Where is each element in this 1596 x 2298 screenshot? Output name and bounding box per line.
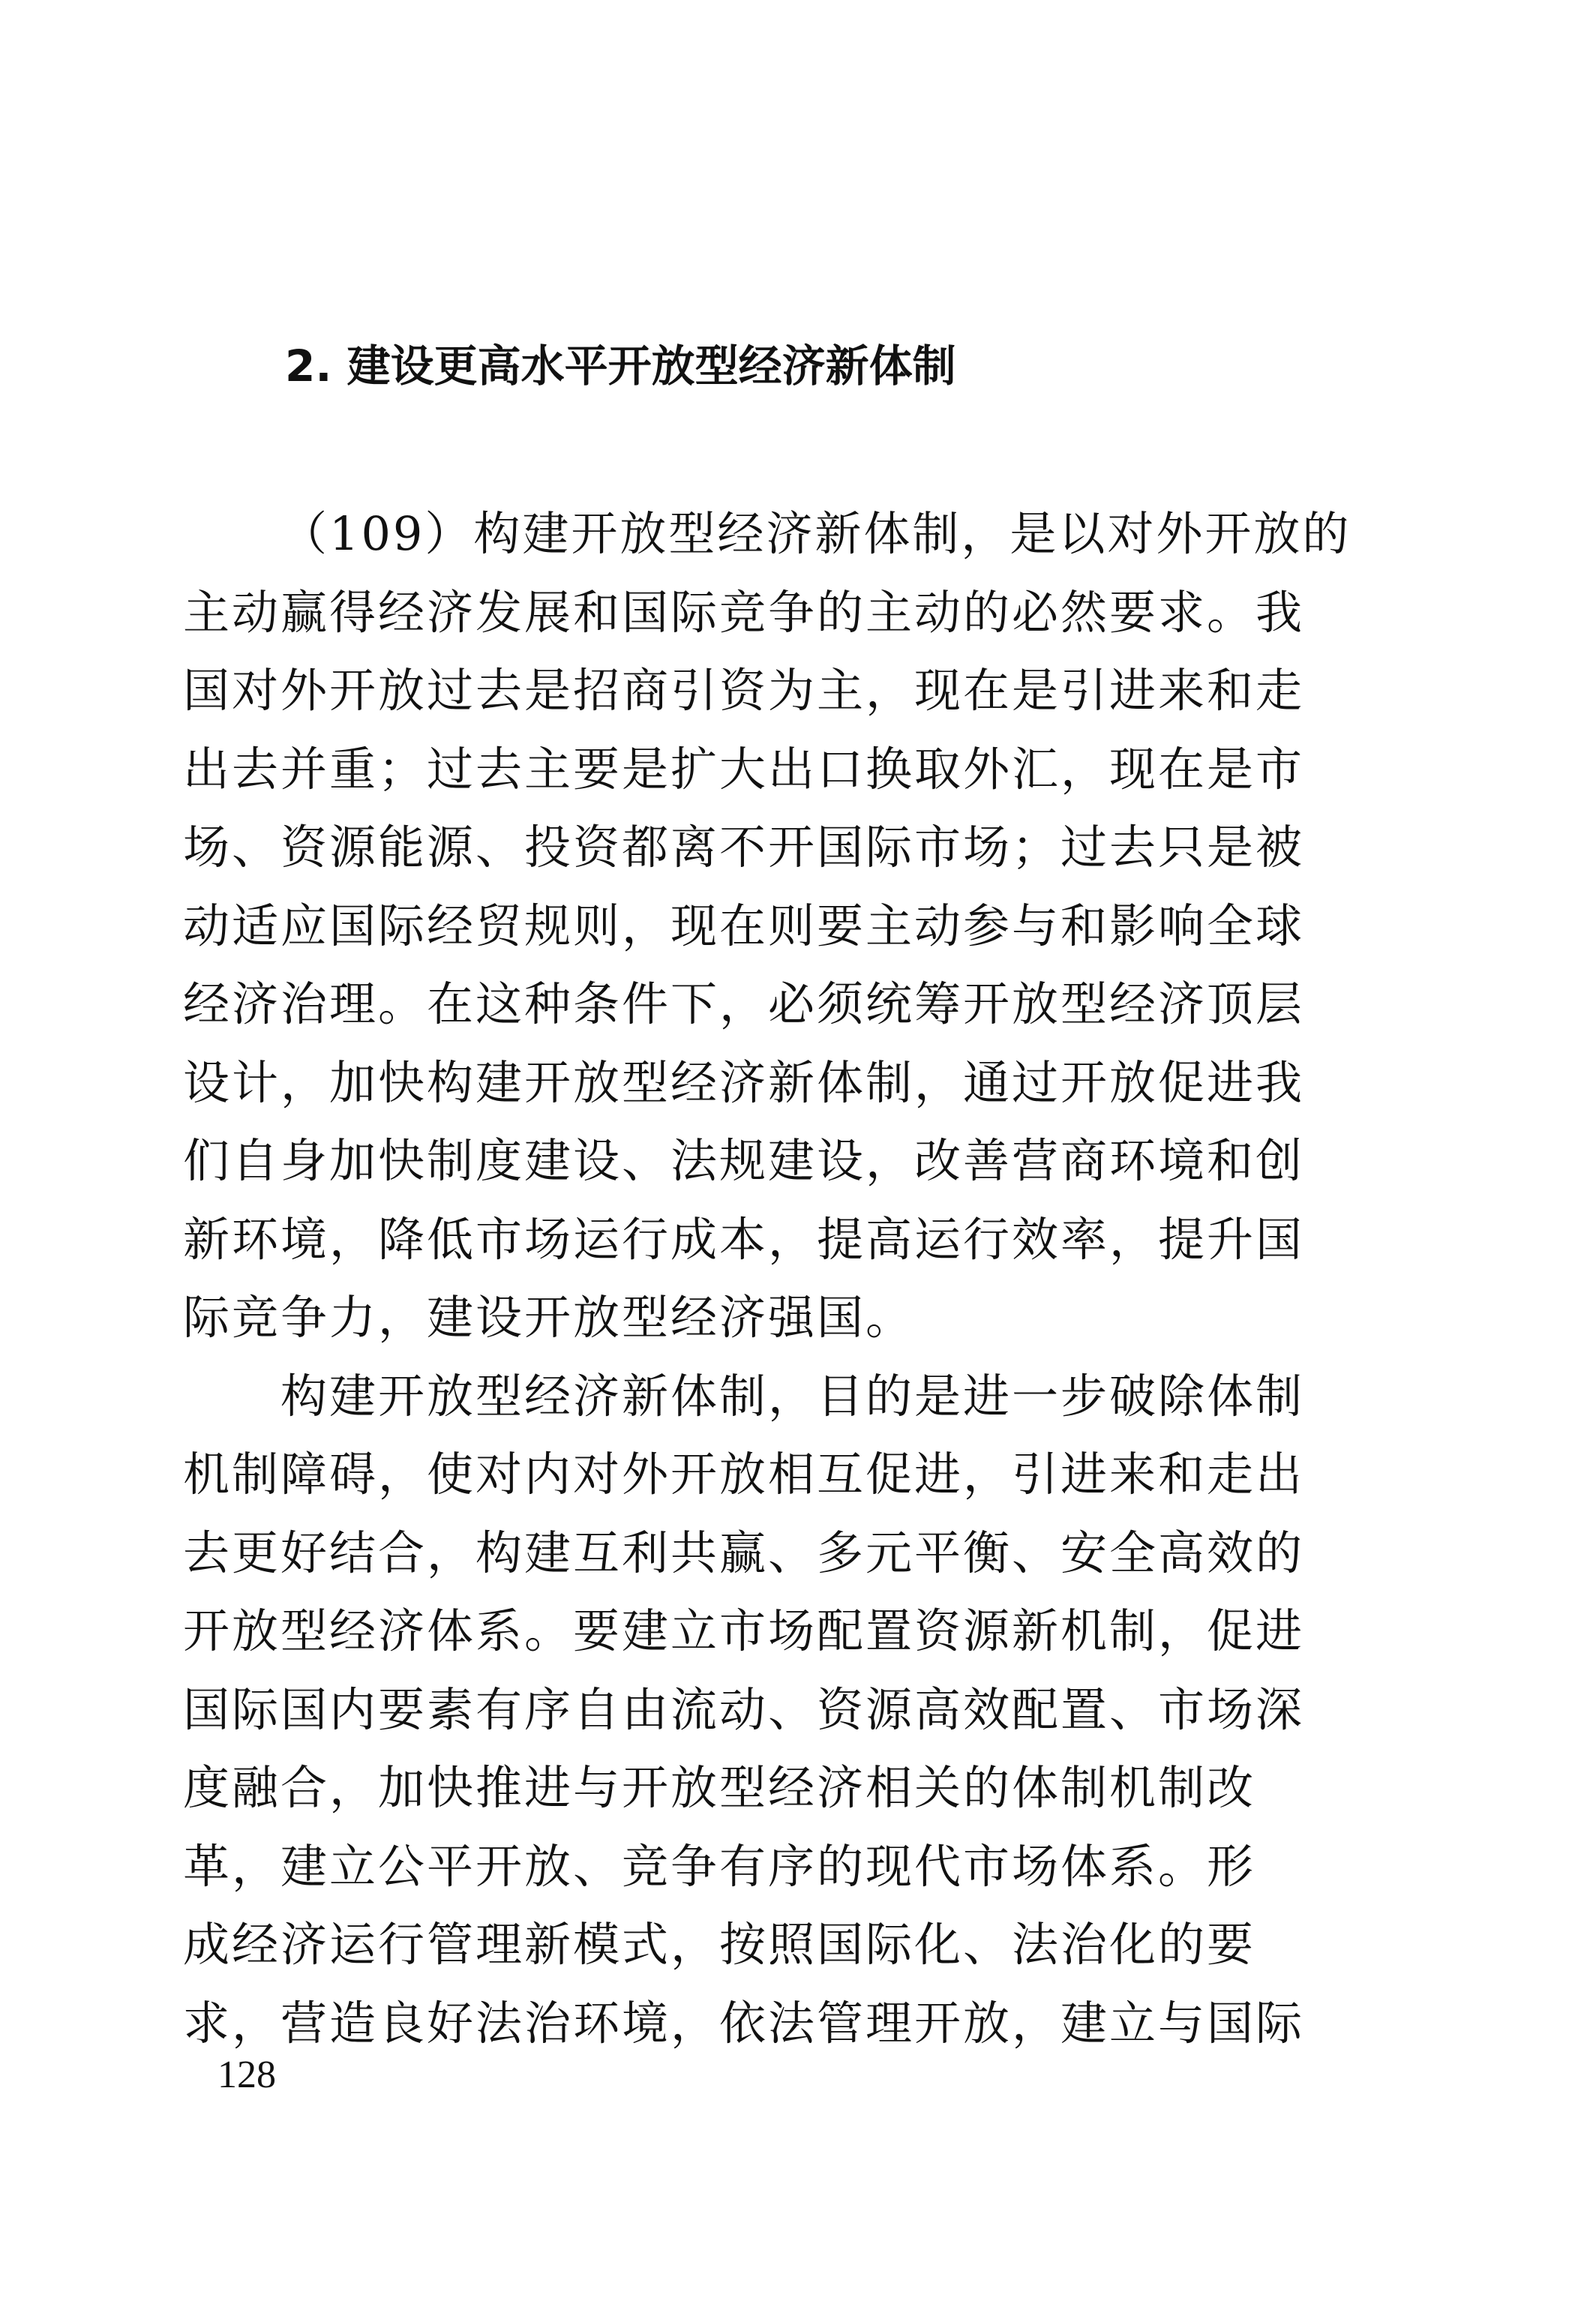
text-line: 度融合，加快推进与开放型经济相关的体制机制改	[183, 1760, 1256, 1815]
text-line: 国对外开放过去是招商引资为主，现在是引进来和走	[183, 663, 1305, 718]
text-line: 经济治理。在这种条件下，必须统筹开放型经济顶层	[183, 976, 1305, 1031]
text-line: 开放型经济体系。要建立市场配置资源新机制，促进	[183, 1604, 1305, 1658]
text-line: 革，建立公平开放、竞争有序的现代市场体系。形	[183, 1838, 1256, 1894]
text-line: 们自身加快制度建设、法规建设，改善营商环境和创	[183, 1133, 1305, 1188]
text-line: 去更好结合，构建互利共赢、多元平衡、安全高效的	[183, 1525, 1305, 1580]
text-line: 国际国内要素有序自由流动、资源高效配置、市场深	[183, 1682, 1305, 1737]
text-line: 主动赢得经济发展和国际竞争的主动的必然要求。我	[183, 584, 1305, 640]
text-line: 动适应国际经贸规则，现在则要主动参与和影响全球	[183, 898, 1305, 953]
text-line: 场、资源能源、投资都离不开国际市场；过去只是被	[183, 820, 1305, 874]
text-line: 求，营造良好法治环境，依法管理开放，建立与国际	[183, 1995, 1305, 2050]
text-line: 机制障碍，使对内对外开放相互促进，引进来和走出	[183, 1447, 1305, 1502]
body-text	[183, 495, 1353, 2062]
paragraph-1	[183, 495, 1353, 1358]
text-line: 际竞争力，建设开放型经济强国。	[183, 1290, 915, 1345]
text-line: 构建开放型经济新体制，目的是进一步破除体制	[280, 1368, 1305, 1424]
page-number: 128	[218, 2054, 276, 2096]
section-heading: 2. 建设更高水平开放型经济新体制	[285, 340, 956, 392]
text-line: 设计，加快构建开放型经济新体制，通过开放促进我	[183, 1054, 1305, 1110]
paragraph-2	[183, 1358, 1353, 2063]
text-line: 新环境，降低市场运行成本，提高运行效率，提升国	[183, 1211, 1305, 1267]
text-line: （109）构建开放型经济新体制，是以对外开放的	[280, 506, 1352, 561]
text-line: 出去并重；过去主要是扩大出口换取外汇，现在是市	[183, 741, 1305, 796]
text-line: 成经济运行管理新模式，按照国际化、法治化的要	[183, 1917, 1256, 1972]
